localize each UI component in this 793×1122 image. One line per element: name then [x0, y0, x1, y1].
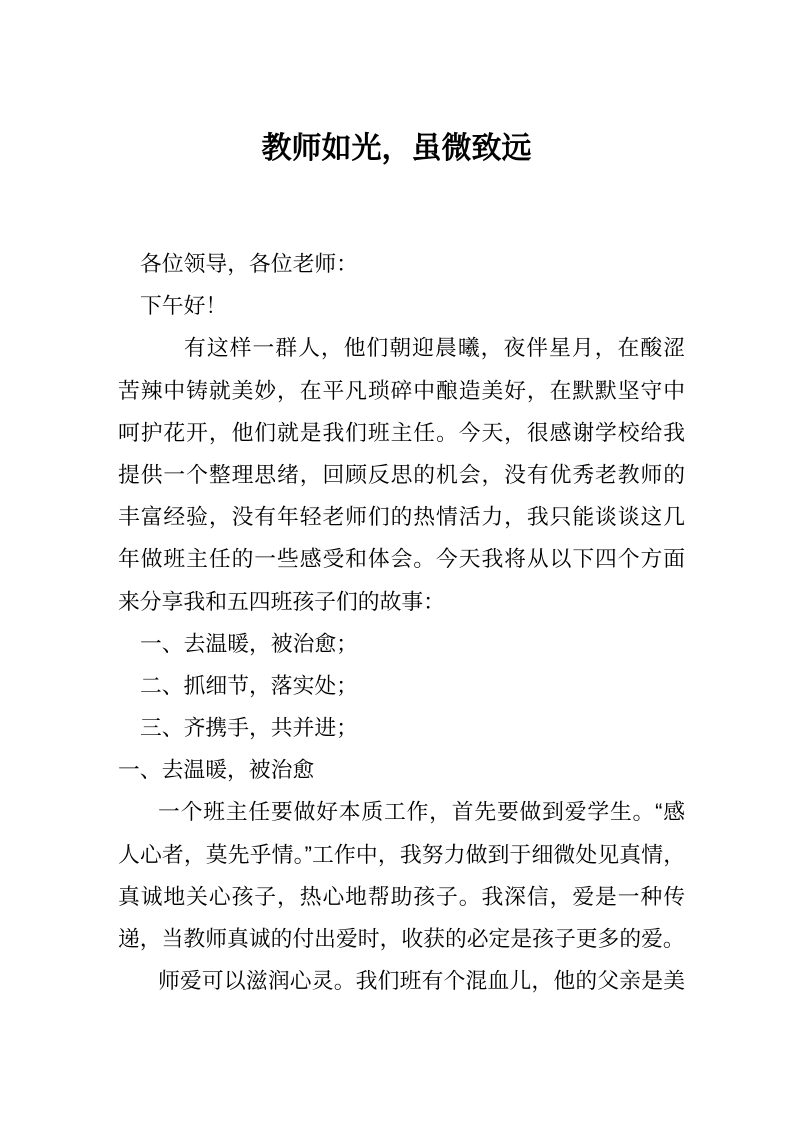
- text-line: 丰富经验，没有年轻老师们的热情活力，我只能谈谈这几: [118, 504, 685, 530]
- text-line: 有这样一群人，他们朝迎晨曦，夜伴星月，在酸涩: [184, 335, 685, 361]
- text-line: 一个班主任要做好本质工作，首先要做到爱学生。“感: [158, 799, 685, 825]
- text-line: 三、齐携手，共并进；: [140, 715, 358, 741]
- document-title: 教师如光，虽微致远: [261, 132, 532, 165]
- text-line: 来分享我和五四班孩子们的故事：: [118, 588, 445, 614]
- text-line: 一、去温暖，被治愈；: [140, 630, 358, 656]
- text-line: 递，当教师真诚的付出爱时，收获的必定是孩子更多的爱。: [118, 926, 685, 951]
- text-line: 二、抓细节，落实处；: [140, 672, 358, 698]
- text-line: 真诚地关心孩子，热心地帮助孩子。我深信，爱是一种传: [118, 883, 685, 909]
- text-line: 呵护花开，他们就是我们班主任。今天，很感谢学校给我: [118, 419, 685, 445]
- text-line: 一、去温暖，被治愈: [118, 757, 315, 783]
- text-line: 人心者，莫先乎情。”工作中，我努力做到于细微处见真情，: [118, 841, 685, 867]
- document-body: [118, 243, 685, 1002]
- text-line: 提供一个整理思绪，回顾反思的机会，没有优秀老教师的: [118, 461, 685, 487]
- text-line: 苦辣中铸就美妙，在平凡琐碎中酿造美好，在默默坚守中: [118, 377, 685, 403]
- text-line: 各位领导，各位老师：: [140, 251, 358, 276]
- text-line: 年做班主任的一些感受和体会。今天我将从以下四个方面: [118, 546, 685, 572]
- text-line: 师爱可以滋润心灵。我们班有个混血儿，他的父亲是美: [158, 968, 685, 994]
- text-line: 下午好！: [140, 293, 228, 319]
